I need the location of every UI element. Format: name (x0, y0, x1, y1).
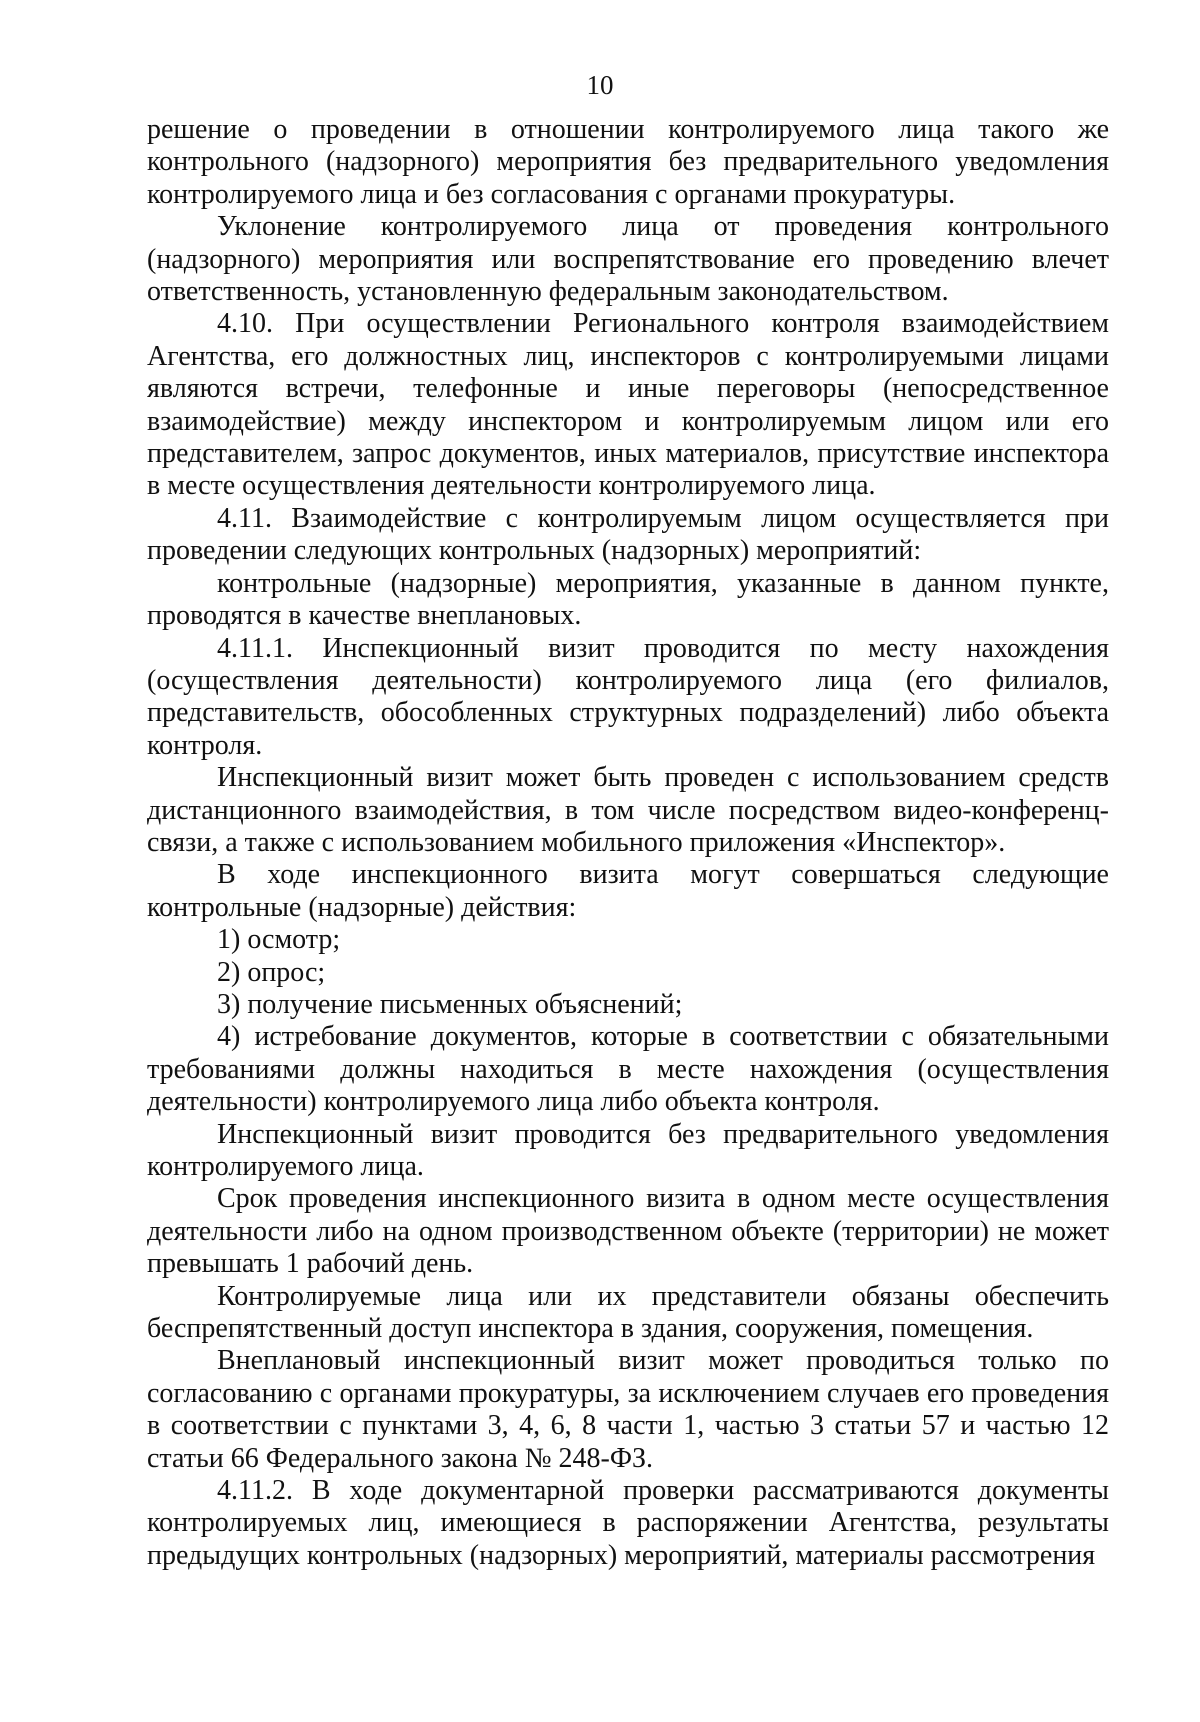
page-number: 10 (586, 70, 614, 100)
paragraph: 2) опрос; (217, 956, 326, 988)
paragraph: В ходе инспекционного визита могут совершаться следующие контрольные (надзорные) действия: (147, 859, 1109, 923)
document-body (147, 114, 1109, 1572)
paragraph: Внеплановый инспекционный визит может проводиться только по согласованию с органами прокуратуры, за исключением случаев его проведения в соответствии с пунктами 3, 4, 6, 8 части 1, частью 3 статьи 57 и частью 12 статьи 66 Федерального закона № 248-ФЗ. (147, 1345, 1109, 1474)
paragraph: 4.11.1. Инспекционный визит проводится по месту нахождения (осуществления деятельности) контролируемого лица (его филиалов, представительств, обособленных структурных подразделений) либо объекта контроля. (147, 632, 1109, 761)
paragraph: 1) осмотр; (217, 924, 341, 956)
paragraph: контрольные (надзорные) мероприятия, указанные в данном пункте, проводятся в качестве внеплановых. (147, 567, 1109, 632)
paragraph: Инспекционный визит проводится без предварительного уведомления контролируемого лица. (147, 1118, 1109, 1182)
paragraph: Инспекционный визит может быть проведен с использованием средств дистанционного взаимодействия, в том числе посредством видео-конференц-связи, а также с использованием мобильного приложения «Инспектор». (147, 762, 1109, 858)
paragraph: Контролируемые лица или их представители обязаны обеспечить беспрепятственный доступ инспектора в здания, сооружения, помещения. (147, 1280, 1109, 1345)
paragraph: решение о проведении в отношении контролируемого лица такого же контрольного (надзорного) мероприятия без предварительного уведомления контролируемого лица и без согласования с органами прокуратуры. (147, 114, 1109, 210)
paragraph: 4) истребование документов, которые в соответствии с обязательными требованиями должны находиться в месте нахождения (осуществления деятельности) контролируемого лица либо объекта контроля. (147, 1021, 1109, 1118)
paragraph: Уклонение контролируемого лица от проведения контрольного (надзорного) мероприятия или воспрепятствование его проведению влечет ответственность, установленную федеральным законодательством. (147, 211, 1109, 308)
paragraph: 4.11.2. В ходе документарной проверки рассматриваются документы контролируемых лиц, имеющиеся в распоряжении Агентства, результаты предыдущих контрольных (надзорных) мероприятий, материалы рассмотрения (147, 1475, 1109, 1571)
paragraph: 3) получение письменных объяснений; (217, 988, 683, 1020)
paragraph: 4.10. При осуществлении Регионального контроля взаимодействием Агентства, его должностных лиц, инспекторов с контролируемыми лицами являются встречи, телефонные и иные переговоры (непосредственное взаимодействие) между инспектором и контролируемым лицом или его представителем, запрос документов, иных материалов, присутствие инспектора в месте осуществления деятельности контролируемого лица. (147, 308, 1109, 502)
paragraph: Срок проведения инспекционного визита в одном месте осуществления деятельности либо на одном производственном объекте (территории) не может превышать 1 рабочий день. (147, 1183, 1109, 1280)
paragraph: 4.11. Взаимодействие с контролируемым лицом осуществляется при проведении следующих контрольных (надзорных) мероприятий: (147, 502, 1109, 567)
